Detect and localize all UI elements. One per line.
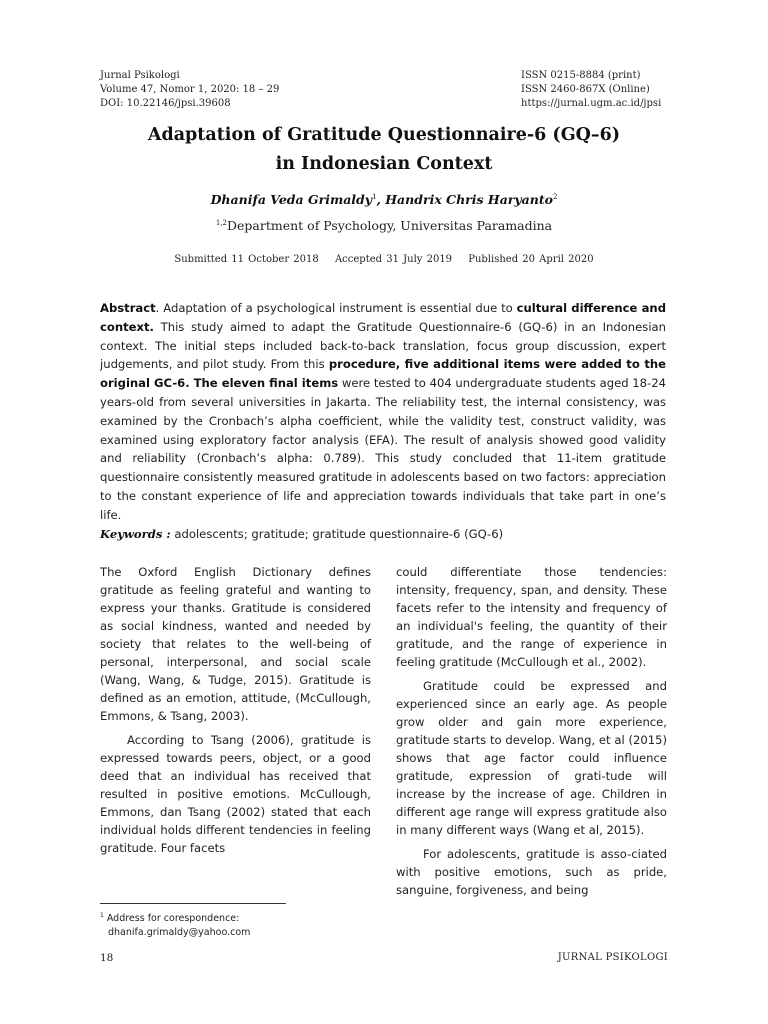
issn-print: ISSN 0215-8884 (print) — [521, 70, 641, 81]
author-2-affil-mark: 2 — [552, 192, 558, 201]
affiliation-mark: 1,2 — [215, 218, 227, 227]
date-published: Published 20 April 2020 — [468, 254, 594, 265]
submission-dates — [0, 254, 768, 265]
body-column-left — [100, 563, 371, 863]
keywords — [100, 525, 666, 543]
abstract-bold-1: cultural difference and context. — [100, 301, 666, 334]
abstract-text-4: 404 undergraduate students aged 18-24 years-old from several universities in Jakarta. The reliability test, the internal consistency, was examined by the Cronbach’s alpha coefficient, while the validity test, construct validity, was examined using exploratory factor analysis (EFA). The result of analysis showed good validity and reliability (Cronbach’s alpha: 0.789). This study concluded that 11-item gratitude questionnaire consistently measured gratitude in adolescents based on two factors: appreciation to the constant experience of life and appreciation towards individuals that take part in one’s life. — [100, 376, 666, 522]
footnote — [100, 909, 370, 940]
journal-info — [100, 69, 279, 111]
page-number: 18 — [100, 952, 114, 964]
footnote-mark: 1 — [100, 912, 104, 919]
footnote-label: Address for corespondence: — [103, 913, 240, 925]
date-accepted: Accepted 31 July 2019 — [334, 254, 453, 265]
doi: DOI: 10.22146/jpsi.39608 — [100, 98, 231, 109]
title-line-2: in Indonesian Context — [275, 154, 493, 174]
abstract — [100, 299, 666, 525]
paper-title — [60, 121, 708, 179]
journal-url: https://jurnal.ugm.ac.id/jpsi — [521, 98, 662, 109]
paragraph: According to Tsang (2006), gratitude is expressed towards peers, object, or a good deed that an individual has received that resulted in positive emotions. McCullough, Emmons, dan Tsang (2002) stated that each individual holds different tendencies in feeling gratitude. Four facets — [100, 733, 371, 855]
abstract-text-2: This study aimed to adapt the Gratitude Questionnaire-6 (GQ-6) in an Indonesian context. The initial steps included back-to-back translation, focus group discussion, expert judgements, and pilot study. From this — [100, 319, 666, 372]
author-separator: , — [376, 192, 386, 207]
affiliation — [0, 218, 768, 233]
journal-volume: Volume 47, Nomor 1, 2020: 18 – 29 — [100, 84, 280, 95]
correspondence-email: dhanifa.grimaldy@yahoo.com — [108, 927, 251, 939]
date-submitted: Submitted 11 October 2018 — [174, 254, 319, 265]
abstract-text-1: . Adaptation of a psychological instrument is essential due to — [155, 301, 517, 315]
abstract-bold-2: procedure, five additional items were added to the original GC-6. The eleven final items — [100, 357, 666, 391]
issn-info — [521, 69, 661, 111]
footer-journal-name: JURNAL PSIKOLOGI — [557, 952, 668, 963]
body-column-right — [396, 563, 667, 905]
author-1: Dhanifa Veda Grimaldy — [210, 192, 373, 207]
footnote-divider — [100, 903, 286, 904]
paragraph: could differentiate those tendencies: intensity, frequency, span, and density. These facets refer to the intensity and frequency of an individual's feeling, the quantity of their gratitude, and the range of experience in feeling gratitude (McCullough et al., 2002). — [396, 565, 667, 669]
abstract-label: Abstract — [100, 301, 156, 315]
paragraph: For adolescents, gratitude is asso-ciated with positive emotions, such as pride, sanguine, forgiveness, and being — [396, 847, 667, 897]
paragraph: Gratitude could be expressed and experienced since an early age. As people grow older and gain more experience, gratitude starts to develop. Wang, et al (2015) shows that age factor could influence gratitude, expression of grati-tude will increase by the increase of age. Children in different age range will express gratitude also in many different ways (Wang et al, 2015). — [396, 679, 667, 837]
author-1-affil-mark: 1 — [372, 192, 377, 201]
paragraph: The Oxford English Dictionary defines gratitude as feeling grateful and wanting to express your thanks. Gratitude is considered as social kindness, wanted and needed by society that relates to the well-being of personal, interpersonal, and social scale (Wang, Wang, & Tudge, 2015). Gratitude is defined as an emotion, attitude, (McCullough, Emmons, & Tsang, 2003). — [100, 565, 371, 723]
author-2: Handrix Chris Haryanto — [385, 192, 553, 207]
journal-name: Jurnal Psikologi — [100, 70, 180, 81]
keywords-text: adolescents; gratitude; gratitude questionnaire-6 (GQ-6) — [170, 527, 504, 541]
footnote-label-line — [100, 909, 370, 926]
affiliation-text: Department of Psychology, Universitas Paramadina — [227, 218, 553, 233]
title-line-1: Adaptation of Gratitude Questionnaire-6 (GQ–6) — [147, 125, 621, 145]
keywords-label: Keywords : — [100, 527, 171, 541]
issn-online: ISSN 2460-867X (Online) — [521, 84, 650, 95]
author-list — [0, 192, 768, 207]
abstract-text-3: were tested to — [338, 376, 430, 391]
